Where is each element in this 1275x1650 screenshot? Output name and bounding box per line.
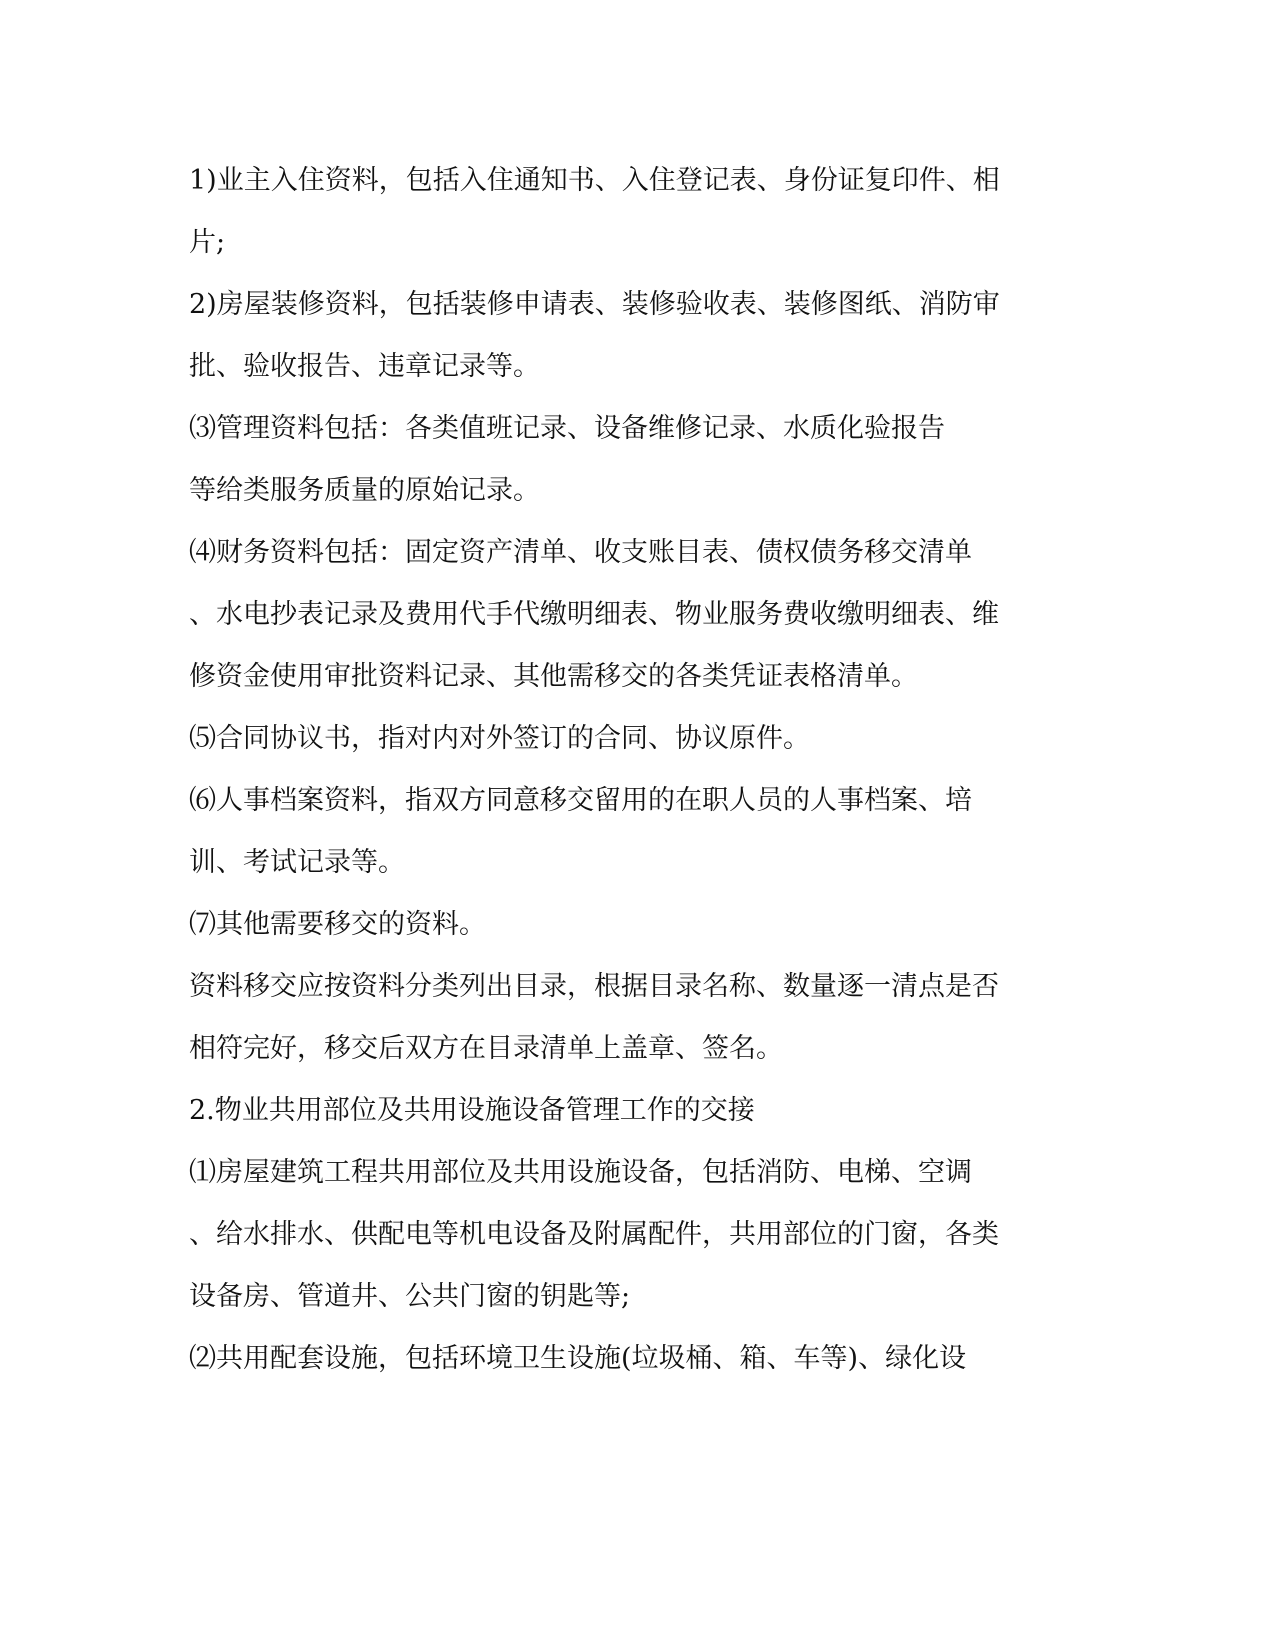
text-line: 批、验收报告、违章记录等。 <box>189 351 540 382</box>
text-line: ⑵共用配套设施，包括环境卫生设施(垃圾桶、箱、车等)、绿化设 <box>189 1343 967 1374</box>
text-line: 资料移交应按资料分类列出目录，根据目录名称、数量逐一清点是否 <box>189 971 999 1002</box>
text-line: 片; <box>189 227 226 258</box>
text-line: 训、考试记录等。 <box>189 847 405 878</box>
text-line: 、水电抄表记录及费用代手代缴明细表、物业服务费收缴明细表、维 <box>189 599 999 630</box>
text-line: 等给类服务质量的原始记录。 <box>189 475 540 506</box>
text-line: 设备房、管道井、公共门窗的钥匙等; <box>189 1281 631 1312</box>
text-line: ⑸合同协议书，指对内对外签订的合同、协议原件。 <box>189 723 810 754</box>
text-line: ⑶管理资料包括：各类值班记录、设备维修记录、水质化验报告 <box>189 413 945 444</box>
text-line: 相符完好，移交后双方在目录清单上盖章、签名。 <box>189 1033 783 1064</box>
text-line: ⑴房屋建筑工程共用部位及共用设施设备，包括消防、电梯、空调 <box>189 1157 972 1188</box>
text-line: ⑷财务资料包括：固定资产清单、收支账目表、债权债务移交清单 <box>189 537 972 568</box>
text-line: ⑹人事档案资料，指双方同意移交留用的在职人员的人事档案、培 <box>189 785 972 816</box>
text-line: ⑺其他需要移交的资料。 <box>189 909 486 940</box>
document-body <box>189 150 1049 1390</box>
text-line: 1)业主入住资料，包括入住通知书、入住登记表、身份证复印件、相 <box>189 165 1000 196</box>
text-line: 、给水排水、供配电等机电设备及附属配件，共用部位的门窗，各类 <box>189 1219 999 1250</box>
text-line: 2)房屋装修资料，包括装修申请表、装修验收表、装修图纸、消防审 <box>189 289 1000 320</box>
text-line: 2.物业共用部位及共用设施设备管理工作的交接 <box>189 1095 755 1126</box>
text-line: 修资金使用审批资料记录、其他需移交的各类凭证表格清单。 <box>189 661 918 692</box>
